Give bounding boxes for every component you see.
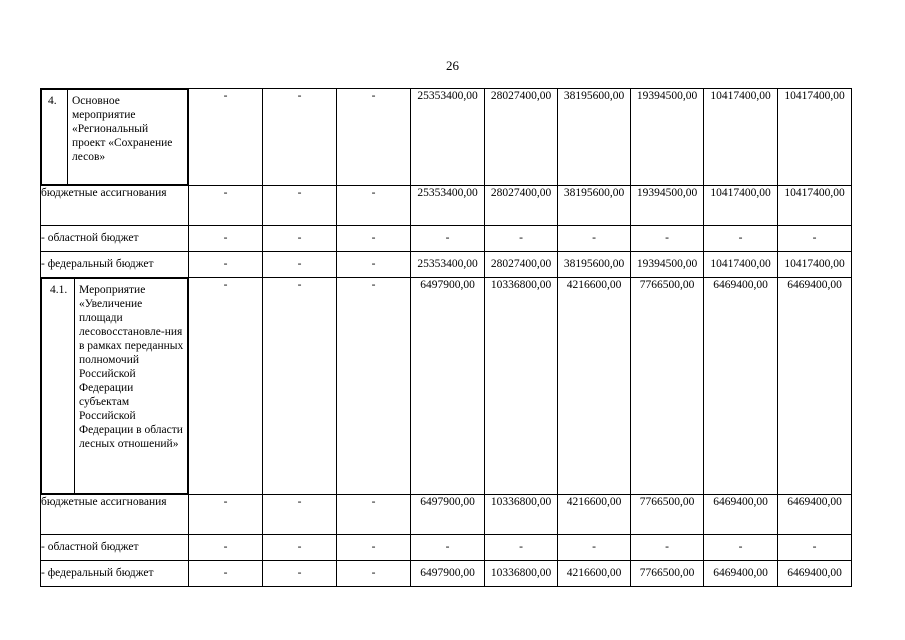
event-number: 4. xyxy=(42,90,68,185)
value-cell: 28027400,00 xyxy=(485,89,558,186)
value-cell: 6469400,00 xyxy=(704,495,778,535)
value-cell: 10417400,00 xyxy=(704,89,778,186)
value-cell: 6469400,00 xyxy=(778,495,852,535)
value-cell: - xyxy=(485,535,558,561)
event-label: Основное мероприятие «Региональный проект «Сохранение лесов» xyxy=(68,90,188,185)
dash-cell: - xyxy=(263,226,337,252)
page-number: 26 xyxy=(446,58,459,73)
dash-cell: - xyxy=(337,535,411,561)
event-cell xyxy=(41,89,189,186)
value-cell: - xyxy=(631,226,704,252)
value-cell: 6469400,00 xyxy=(704,561,778,587)
value-cell: 10417400,00 xyxy=(704,186,778,226)
table-row xyxy=(41,186,852,226)
table-row xyxy=(41,278,852,495)
value-cell: 7766500,00 xyxy=(631,278,704,495)
table-row xyxy=(41,89,852,186)
value-cell: - xyxy=(485,226,558,252)
value-cell: 10417400,00 xyxy=(778,89,852,186)
value-cell: - xyxy=(411,226,485,252)
table-row xyxy=(41,535,852,561)
dash-cell: - xyxy=(337,186,411,226)
value-cell: 6497900,00 xyxy=(411,278,485,495)
value-cell: 4216600,00 xyxy=(558,561,631,587)
row-label: - областной бюджет xyxy=(41,535,189,561)
value-cell: 19394500,00 xyxy=(631,252,704,278)
value-cell: 6469400,00 xyxy=(778,561,852,587)
value-cell: 28027400,00 xyxy=(485,186,558,226)
dash-cell: - xyxy=(263,186,337,226)
value-cell: - xyxy=(778,535,852,561)
value-cell: - xyxy=(704,226,778,252)
value-cell: 10417400,00 xyxy=(778,252,852,278)
value-cell: 25353400,00 xyxy=(411,252,485,278)
dash-cell: - xyxy=(337,89,411,186)
dash-cell: - xyxy=(337,226,411,252)
value-cell: 10336800,00 xyxy=(485,278,558,495)
row-label: - федеральный бюджет xyxy=(41,561,189,587)
event-cell xyxy=(41,278,189,495)
value-cell: 6469400,00 xyxy=(778,278,852,495)
value-cell: - xyxy=(704,535,778,561)
value-cell: 38195600,00 xyxy=(558,252,631,278)
event-label: Мероприятие «Увеличение площади лесовосстановле-ния в рамках переданных полномочий Российской Федерации субъектам Российской Федерации в области лесных отношений» xyxy=(75,279,188,494)
value-cell: - xyxy=(558,535,631,561)
value-cell: 25353400,00 xyxy=(411,186,485,226)
dash-cell: - xyxy=(189,226,263,252)
value-cell: 7766500,00 xyxy=(631,561,704,587)
value-cell: 38195600,00 xyxy=(558,89,631,186)
dash-cell: - xyxy=(337,495,411,535)
dash-cell: - xyxy=(189,186,263,226)
dash-cell: - xyxy=(337,278,411,495)
value-cell: 7766500,00 xyxy=(631,495,704,535)
dash-cell: - xyxy=(189,278,263,495)
dash-cell: - xyxy=(263,495,337,535)
value-cell: 19394500,00 xyxy=(631,186,704,226)
table-row xyxy=(41,252,852,278)
table-row xyxy=(41,495,852,535)
value-cell: - xyxy=(631,535,704,561)
value-cell: 4216600,00 xyxy=(558,495,631,535)
value-cell: 4216600,00 xyxy=(558,278,631,495)
table-row xyxy=(41,226,852,252)
budget-table xyxy=(40,88,852,587)
dash-cell: - xyxy=(189,561,263,587)
value-cell: 25353400,00 xyxy=(411,89,485,186)
row-label: - областной бюджет xyxy=(41,226,189,252)
dash-cell: - xyxy=(189,252,263,278)
row-label: бюджетные ассигнования xyxy=(41,186,189,226)
value-cell: 6497900,00 xyxy=(411,561,485,587)
value-cell: - xyxy=(778,226,852,252)
row-label: бюджетные ассигнования xyxy=(41,495,189,535)
table-row xyxy=(41,561,852,587)
dash-cell: - xyxy=(337,561,411,587)
value-cell: 10417400,00 xyxy=(778,186,852,226)
value-cell: 28027400,00 xyxy=(485,252,558,278)
value-cell: 6469400,00 xyxy=(704,278,778,495)
value-cell: 19394500,00 xyxy=(631,89,704,186)
event-number: 4.1. xyxy=(42,279,75,494)
value-cell: - xyxy=(411,535,485,561)
dash-cell: - xyxy=(189,495,263,535)
dash-cell: - xyxy=(263,561,337,587)
value-cell: 6497900,00 xyxy=(411,495,485,535)
value-cell: 10336800,00 xyxy=(485,561,558,587)
value-cell: 10336800,00 xyxy=(485,495,558,535)
dash-cell: - xyxy=(263,278,337,495)
value-cell: - xyxy=(558,226,631,252)
dash-cell: - xyxy=(337,252,411,278)
dash-cell: - xyxy=(263,252,337,278)
dash-cell: - xyxy=(263,89,337,186)
dash-cell: - xyxy=(189,89,263,186)
dash-cell: - xyxy=(263,535,337,561)
dash-cell: - xyxy=(189,535,263,561)
value-cell: 10417400,00 xyxy=(704,252,778,278)
value-cell: 38195600,00 xyxy=(558,186,631,226)
row-label: - федеральный бюджет xyxy=(41,252,189,278)
